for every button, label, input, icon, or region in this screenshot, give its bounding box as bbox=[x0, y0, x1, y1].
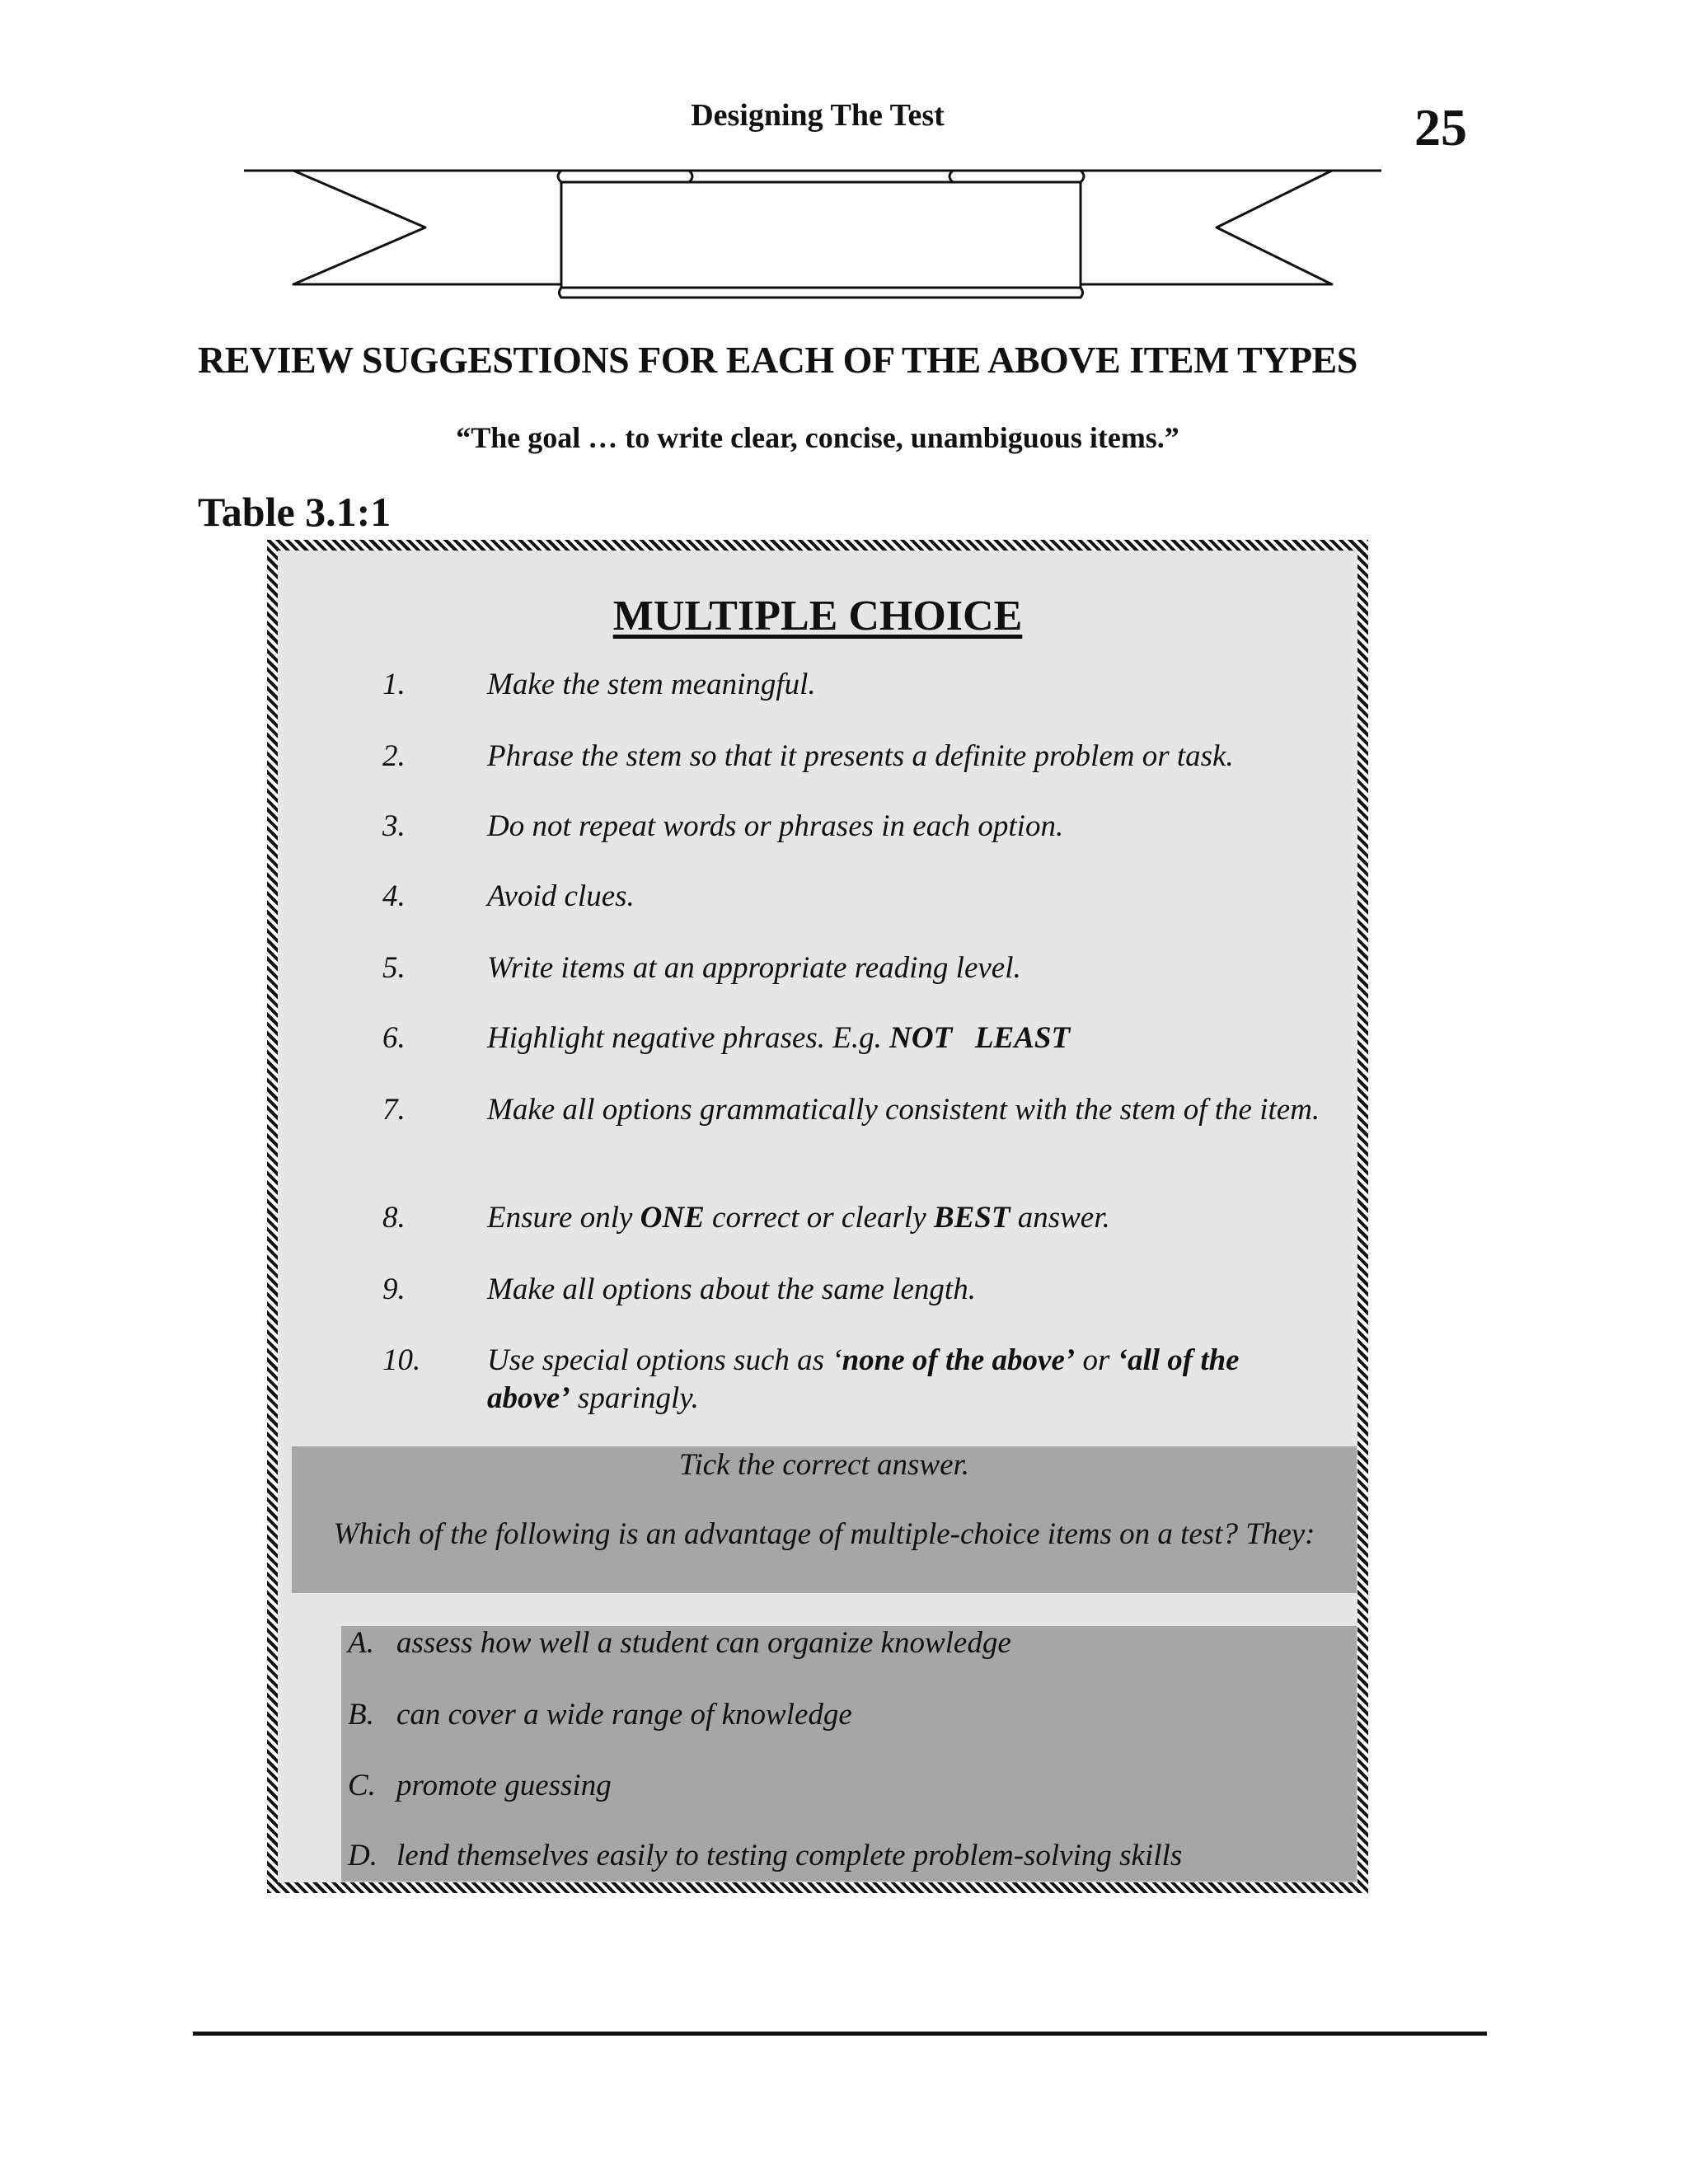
tip-run: Make all options about the same length. bbox=[487, 1272, 976, 1306]
tip-run: Make all options grammatically consistent with the stem of the item. bbox=[487, 1093, 1320, 1127]
tip-run: or bbox=[1075, 1343, 1118, 1377]
tip-text bbox=[487, 949, 1328, 987]
tip-text bbox=[487, 1271, 1328, 1309]
tip-run: Avoid clues. bbox=[487, 879, 635, 913]
page-number: 25 bbox=[1414, 98, 1467, 157]
option-letter: C. bbox=[348, 1769, 376, 1802]
table-title: MULTIPLE CHOICE bbox=[612, 593, 1023, 640]
tip-text bbox=[487, 878, 1328, 916]
tip-run: Highlight negative phrases. E.g. bbox=[487, 1021, 890, 1055]
tip-number: 4. bbox=[382, 879, 406, 913]
tip-number: 10. bbox=[382, 1343, 421, 1377]
tip-text bbox=[487, 1342, 1328, 1418]
example-question: Which of the following is an advantage of multiple-choice items on a test? They: bbox=[333, 1517, 1315, 1551]
example-instruction: Tick the correct answer. bbox=[678, 1448, 970, 1482]
option-text: can cover a wide range of knowledge bbox=[396, 1698, 852, 1732]
answer-option bbox=[348, 1624, 1345, 1662]
option-text: promote guessing bbox=[396, 1769, 612, 1802]
option-letter: A. bbox=[348, 1626, 374, 1660]
tip-text bbox=[487, 1019, 1328, 1057]
tip-run: Phrase the stem so that it presents a definite problem or task. bbox=[487, 739, 1234, 773]
answer-option bbox=[348, 1837, 1345, 1875]
tip-number: 6. bbox=[382, 1021, 406, 1055]
tip-emphasis: ‘all of the above’ bbox=[487, 1343, 1240, 1415]
tip-text bbox=[487, 666, 1328, 704]
tip-number: 3. bbox=[382, 809, 406, 843]
tip-run: Write items at an appropriate reading level. bbox=[487, 951, 1021, 985]
running-title: Designing The Test bbox=[691, 98, 945, 133]
tip-number: 1. bbox=[382, 668, 406, 701]
example-question-band bbox=[292, 1446, 1357, 1593]
option-letter: B. bbox=[348, 1698, 374, 1732]
section-heading: REVIEW SUGGESTIONS FOR EACH OF THE ABOVE ITEM TYPES bbox=[198, 339, 1357, 381]
tip-run: Ensure only bbox=[487, 1201, 640, 1235]
tip-emphasis: ONE bbox=[640, 1201, 705, 1235]
tip-text bbox=[487, 1199, 1328, 1237]
tip-number: 9. bbox=[382, 1272, 406, 1306]
tip-text bbox=[487, 808, 1328, 846]
tip-emphasis: none of the above’ bbox=[842, 1343, 1076, 1377]
tip-run: Do not repeat words or phrases in each option. bbox=[487, 809, 1064, 843]
option-letter: D. bbox=[348, 1839, 377, 1872]
tip-text bbox=[487, 1091, 1328, 1129]
section-quote: “The goal … to write clear, concise, unambiguous items.” bbox=[456, 421, 1179, 454]
answer-option bbox=[348, 1767, 1345, 1805]
answer-option bbox=[348, 1696, 1345, 1734]
footer-rule bbox=[193, 2032, 1487, 2036]
tip-run: Use special options such as ‘ bbox=[487, 1343, 842, 1377]
banner-ribbon-graphic bbox=[244, 161, 1381, 301]
multiple-choice-table bbox=[267, 540, 1368, 1893]
tip-text bbox=[487, 738, 1328, 776]
tip-run: Make the stem meaningful. bbox=[487, 668, 816, 701]
tip-run: answer. bbox=[1010, 1201, 1110, 1235]
option-text: assess how well a student can organize knowledge bbox=[396, 1626, 1011, 1660]
tip-run: sparingly. bbox=[570, 1381, 699, 1415]
example-options-band bbox=[341, 1626, 1357, 1882]
table-label: Table 3.1:1 bbox=[198, 489, 392, 535]
tip-emphasis: NOT LEAST bbox=[889, 1021, 1071, 1055]
tip-number: 2. bbox=[382, 739, 406, 773]
tip-number: 5. bbox=[382, 951, 406, 985]
tip-number: 7. bbox=[382, 1093, 406, 1127]
tip-emphasis: BEST bbox=[933, 1201, 1010, 1235]
tip-number: 8. bbox=[382, 1201, 406, 1235]
option-text: lend themselves easily to testing complete problem-solving skills bbox=[396, 1839, 1183, 1872]
tip-run: correct or clearly bbox=[704, 1201, 934, 1235]
